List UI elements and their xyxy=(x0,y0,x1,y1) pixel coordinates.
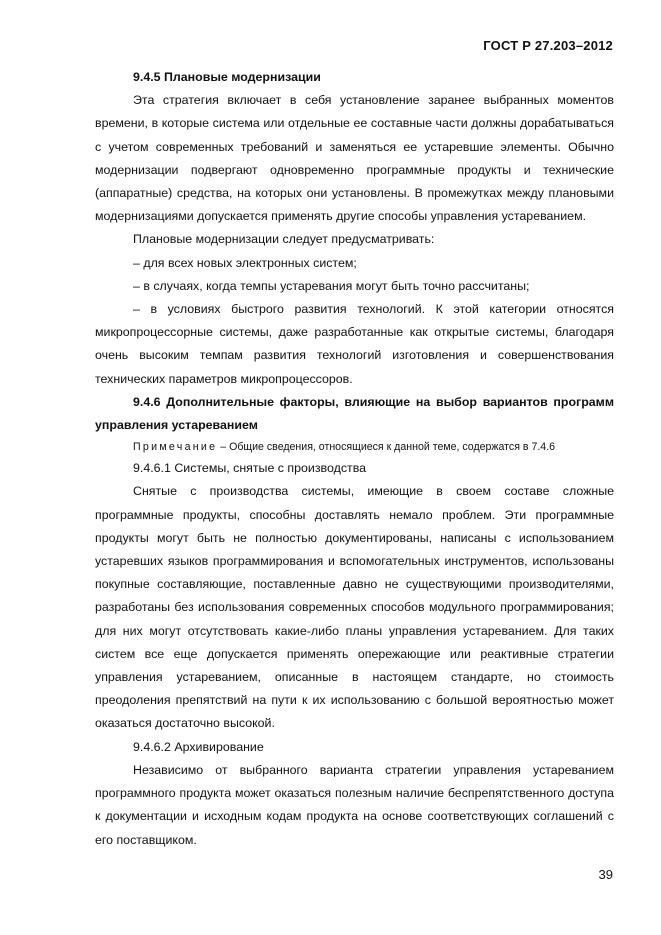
note-text: – Общие сведения, относящиеся к данной теме, содержатся в 7.4.6 xyxy=(217,441,556,454)
section-heading-9-4-5: 9.4.5 Плановые модернизации xyxy=(133,70,321,84)
note-label: Примечание xyxy=(133,441,218,454)
page-body xyxy=(95,66,614,852)
paragraph: Независимо от выбранного варианта стратегии управления устареванием программного продукта может оказаться полезным наличие беспрепятственного доступа к документации и исходным кодам продукта на основе соответствующих соглашений с его поставщиком. xyxy=(95,762,614,847)
subsection-heading-9-4-6-1: 9.4.6.1 Системы, снятые с производства xyxy=(133,461,367,476)
section-heading-9-4-6: 9.4.6 Дополнительные факторы, влияющие на выбор вариантов программ управления устареванием xyxy=(95,394,614,433)
document-code: ГОСТ Р 27.203–2012 xyxy=(483,38,613,53)
list-item: – в условиях быстрого развития технологий. К этой категории относятся микропроцессорные системы, даже разработанные как открытые системы, благодаря очень высоким темпам развития технологий изготовления и совершенствования технических параметров микропроцессоров. xyxy=(95,302,614,386)
paragraph: Эта стратегия включает в себя установление заранее выбранных моментов времени, в которые система или отдельные ее составные части должны дорабатываться с учетом современных требований и заменяться ее устаревшие элементы. Обычно модернизации подвергают одновременно программные продукты и технические (аппаратные) средства, на которых они установлены. В промежутках между плановыми модернизациями допускается применять другие способы управления устареванием. xyxy=(95,93,614,224)
subsection-heading-9-4-6-2: 9.4.6.2 Архивирование xyxy=(133,739,264,754)
note xyxy=(95,437,614,457)
paragraph: Плановые модернизации следует предусматривать: xyxy=(133,232,435,247)
paragraph: Снятые с производства системы, имеющие в своем составе сложные программные продукты, способны доставлять немало проблем. Эти программные продукты могут быть не полностью документированы, написаны с использованием устаревших языков программирования и вспомогательных инструментов, использованы покупные составляющие, поставленные давно не существующими производителями, разработаны без использования современных способов модульного программирования; для них могут отсутствовать какие-либо планы управления устареванием. Для таких систем все еще допускается применять опережающие или реактивные стратегии управления устареванием, описанные в настоящем стандарте, но стоимость преодоления препятствий на пути к их использованию с большой вероятностью может оказаться достаточно высокой. xyxy=(95,484,614,731)
page-number: 39 xyxy=(598,867,613,882)
list-item: – для всех новых электронных систем; xyxy=(133,255,357,270)
list-item: – в случаях, когда темпы устаревания могут быть точно рассчитаны; xyxy=(133,278,530,293)
